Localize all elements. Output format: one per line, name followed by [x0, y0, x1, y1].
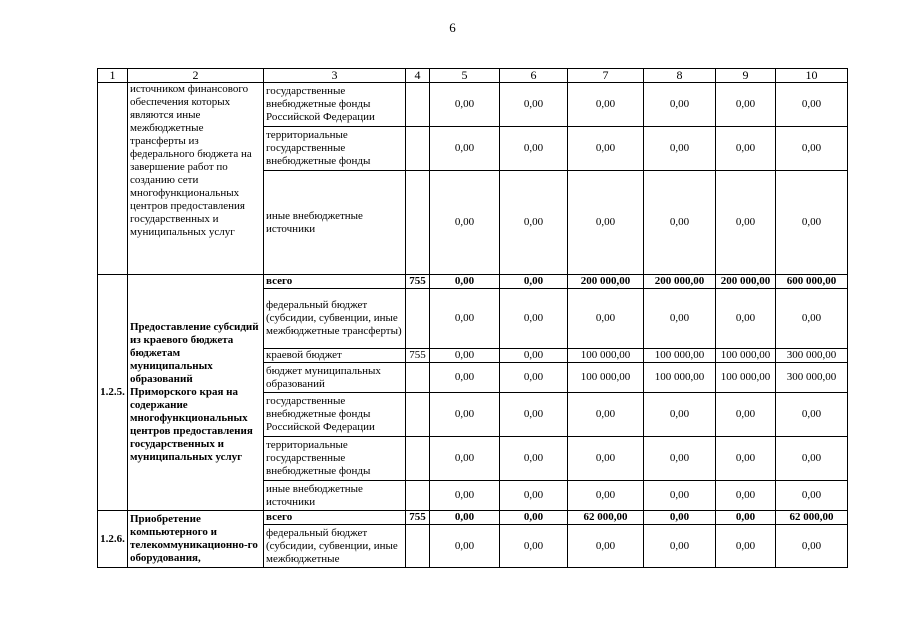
- budget-table: [97, 68, 848, 568]
- table-row: [98, 83, 848, 127]
- header-row: [98, 69, 848, 83]
- value-cell: 0,00: [500, 481, 568, 511]
- column-header: 9: [716, 69, 776, 83]
- value-cell: 0,00: [776, 171, 848, 275]
- funding-source-cell: государственные внебюджетные фонды Российской Федерации: [264, 83, 406, 127]
- value-cell: 0,00: [430, 393, 500, 437]
- value-cell: 0,00: [430, 83, 500, 127]
- value-cell: 100 000,00: [644, 349, 716, 363]
- col4-cell: [406, 393, 430, 437]
- item-description-cell: Предоставление субсидий из краевого бюджета бюджетам муниципальных образований Приморского края на содержание многофункциональных центров предоставления государственных и муниципальных услуг: [128, 275, 264, 511]
- value-cell: 0,00: [500, 349, 568, 363]
- funding-source-cell: иные внебюджетные источники: [264, 171, 406, 275]
- value-cell: 0,00: [568, 481, 644, 511]
- col4-cell: 755: [406, 511, 430, 525]
- value-cell: 0,00: [776, 481, 848, 511]
- col4-cell: [406, 363, 430, 393]
- column-header: 4: [406, 69, 430, 83]
- value-cell: 0,00: [644, 481, 716, 511]
- value-cell: 0,00: [716, 127, 776, 171]
- item-description-cell: Приобретение компьютерного и телекоммуникационно-го оборудования,: [128, 511, 264, 568]
- value-cell: 0,00: [430, 275, 500, 289]
- value-cell: 62 000,00: [776, 511, 848, 525]
- value-cell: 0,00: [716, 437, 776, 481]
- value-cell: 0,00: [500, 127, 568, 171]
- column-header: 1: [98, 69, 128, 83]
- col4-cell: [406, 437, 430, 481]
- col4-cell: [406, 525, 430, 568]
- value-cell: 62 000,00: [568, 511, 644, 525]
- value-cell: 0,00: [430, 481, 500, 511]
- value-cell: 0,00: [430, 511, 500, 525]
- value-cell: 0,00: [776, 437, 848, 481]
- value-cell: 100 000,00: [568, 363, 644, 393]
- col4-cell: [406, 171, 430, 275]
- value-cell: 100 000,00: [716, 349, 776, 363]
- value-cell: 0,00: [500, 393, 568, 437]
- value-cell: 0,00: [568, 393, 644, 437]
- col4-cell: [406, 481, 430, 511]
- value-cell: 0,00: [644, 511, 716, 525]
- value-cell: 0,00: [716, 511, 776, 525]
- col4-cell: 755: [406, 275, 430, 289]
- value-cell: 0,00: [500, 171, 568, 275]
- value-cell: 0,00: [430, 363, 500, 393]
- value-cell: 0,00: [644, 171, 716, 275]
- value-cell: 100 000,00: [568, 349, 644, 363]
- value-cell: 0,00: [568, 171, 644, 275]
- value-cell: 0,00: [500, 437, 568, 481]
- column-header: 5: [430, 69, 500, 83]
- value-cell: 0,00: [500, 511, 568, 525]
- value-cell: 0,00: [644, 127, 716, 171]
- column-header: 7: [568, 69, 644, 83]
- value-cell: 0,00: [776, 525, 848, 568]
- value-cell: 0,00: [716, 393, 776, 437]
- column-header: 3: [264, 69, 406, 83]
- value-cell: 0,00: [500, 289, 568, 349]
- value-cell: 0,00: [568, 437, 644, 481]
- value-cell: 0,00: [568, 127, 644, 171]
- col4-cell: 755: [406, 349, 430, 363]
- funding-source-cell: государственные внебюджетные фонды Российской Федерации: [264, 393, 406, 437]
- value-cell: 200 000,00: [568, 275, 644, 289]
- item-number-cell: 1.2.6.: [98, 511, 128, 568]
- value-cell: 0,00: [644, 83, 716, 127]
- value-cell: 0,00: [430, 437, 500, 481]
- value-cell: 300 000,00: [776, 349, 848, 363]
- value-cell: 0,00: [644, 525, 716, 568]
- table-row: [98, 275, 848, 289]
- column-header: 10: [776, 69, 848, 83]
- column-header: 2: [128, 69, 264, 83]
- value-cell: 100 000,00: [644, 363, 716, 393]
- funding-source-cell: территориальные государственные внебюджетные фонды: [264, 437, 406, 481]
- funding-source-cell: федеральный бюджет (субсидии, субвенции, иные межбюджетные: [264, 525, 406, 568]
- value-cell: 200 000,00: [644, 275, 716, 289]
- value-cell: 0,00: [430, 127, 500, 171]
- column-header: 6: [500, 69, 568, 83]
- funding-source-cell: территориальные государственные внебюджетные фонды: [264, 127, 406, 171]
- value-cell: 600 000,00: [776, 275, 848, 289]
- value-cell: 0,00: [430, 171, 500, 275]
- value-cell: 0,00: [716, 171, 776, 275]
- column-header: 8: [644, 69, 716, 83]
- value-cell: 0,00: [430, 289, 500, 349]
- value-cell: 0,00: [716, 289, 776, 349]
- value-cell: 0,00: [644, 393, 716, 437]
- col4-cell: [406, 127, 430, 171]
- funding-source-cell: всего: [264, 511, 406, 525]
- funding-source-cell: краевой бюджет: [264, 349, 406, 363]
- value-cell: 0,00: [716, 525, 776, 568]
- value-cell: 0,00: [430, 525, 500, 568]
- funding-source-cell: всего: [264, 275, 406, 289]
- funding-source-cell: федеральный бюджет (субсидии, субвенции, иные межбюджетные трансферты): [264, 289, 406, 349]
- value-cell: 0,00: [716, 83, 776, 127]
- col4-cell: [406, 83, 430, 127]
- value-cell: 200 000,00: [716, 275, 776, 289]
- funding-source-cell: бюджет муниципальных образований: [264, 363, 406, 393]
- table-row: [98, 511, 848, 525]
- value-cell: 0,00: [568, 525, 644, 568]
- value-cell: 0,00: [776, 83, 848, 127]
- value-cell: 0,00: [644, 437, 716, 481]
- value-cell: 0,00: [776, 393, 848, 437]
- col4-cell: [406, 289, 430, 349]
- value-cell: 0,00: [500, 525, 568, 568]
- page-number: 6: [449, 20, 456, 35]
- value-cell: 100 000,00: [716, 363, 776, 393]
- item-number-cell: [98, 83, 128, 275]
- value-cell: 0,00: [716, 481, 776, 511]
- value-cell: 0,00: [500, 83, 568, 127]
- value-cell: 0,00: [430, 349, 500, 363]
- item-number-cell: 1.2.5.: [98, 275, 128, 511]
- value-cell: 0,00: [644, 289, 716, 349]
- value-cell: 0,00: [568, 83, 644, 127]
- value-cell: 300 000,00: [776, 363, 848, 393]
- funding-source-cell: иные внебюджетные источники: [264, 481, 406, 511]
- value-cell: 0,00: [776, 127, 848, 171]
- item-description-cell: источником финансового обеспечения которых являются иные межбюджетные трансферты из федерального бюджета на завершение работ по созданию сети многофункциональных центров предоставления государственных и муниципальных услуг: [128, 83, 264, 275]
- value-cell: 0,00: [500, 363, 568, 393]
- value-cell: 0,00: [568, 289, 644, 349]
- value-cell: 0,00: [776, 289, 848, 349]
- value-cell: 0,00: [500, 275, 568, 289]
